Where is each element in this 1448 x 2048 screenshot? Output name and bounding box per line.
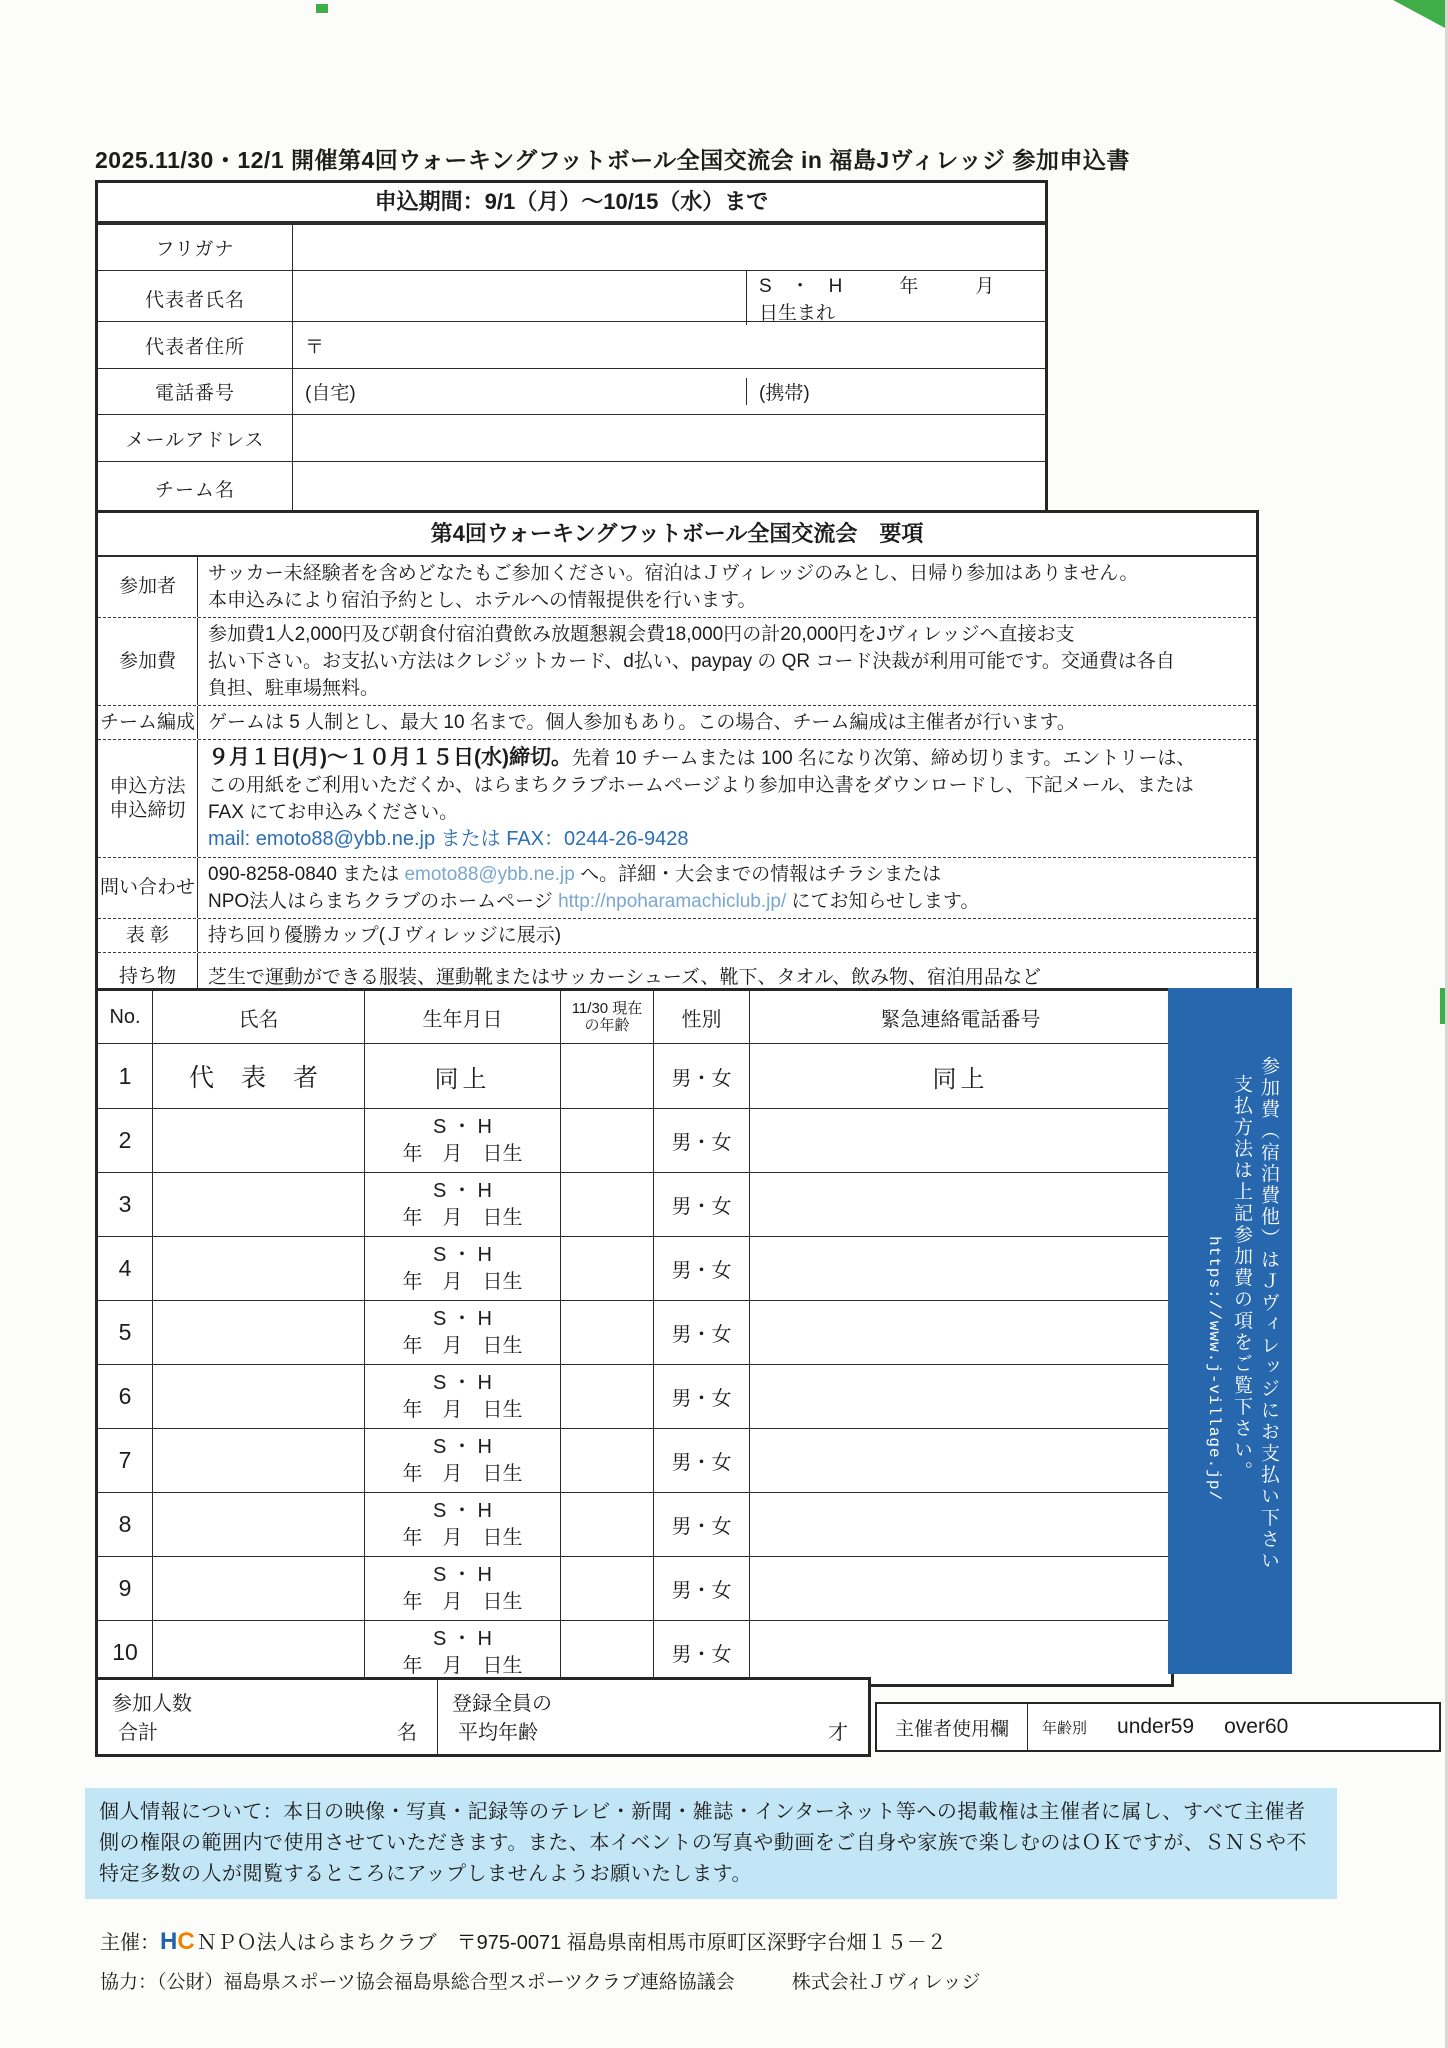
apply-method-text: FAX にてお申込みください。 [208,802,459,823]
name-cell[interactable] [153,1173,365,1236]
award-label: 表 彰 [98,919,198,952]
participants-text: サッカー未経験者を含めどなたもご参加ください。宿泊はＪヴィレッジのみとし、日帰り参加はありません。 [208,563,1139,584]
participants-row [98,557,1256,617]
age-unit: 才 [828,1722,848,1744]
phone-home-field[interactable]: (自宅) [305,383,356,404]
birthdate-cell[interactable] [365,1493,561,1556]
furigana-label: フリガナ [98,225,293,270]
cooperation-line: 協力：（公財）福島県スポーツ協会福島県総合型スポーツクラブ連絡協議会 株式会社Ｊヴィレッジ [100,1972,981,1993]
participants-label: 参加者 [98,557,198,617]
roster-member-row [98,1301,1171,1365]
gender-cell[interactable]: 男・女 [654,1365,750,1428]
age-cell[interactable] [561,1557,654,1620]
birth-date-line: 年 月 日生 [402,1142,523,1165]
scan-artifact-green-sliver [1440,988,1445,1024]
birth-same-as-above: 同上 [365,1044,561,1108]
organizer-use-label: 主催者使用欄 [877,1704,1028,1750]
apply-method-label-line1: 申込方法 [109,775,186,797]
contact-cell[interactable] [750,1557,1171,1620]
team-organization-text: ゲームは 5 人制とし、最大 10 名まで。個人参加もあり。この場合、チーム編成は主催者が行います。 [208,712,1076,733]
inquiry-text [208,888,1246,915]
birth-date-line: 年 月 日生 [402,1462,523,1485]
roster-header-row [98,991,1171,1044]
birthdate-era-note: S ・ H 年 月 日生まれ [746,271,1045,325]
birth-era-line: S ・ H [433,1371,492,1394]
birth-era-line: S ・ H [433,1115,492,1138]
gender-cell[interactable]: 男・女 [654,1301,750,1364]
birthdate-cell[interactable] [365,1109,561,1172]
birth-date-line: 年 月 日生 [402,1334,523,1357]
contact-same-as-above: 同上 [932,1065,989,1093]
gender-cell[interactable]: 男・女 [654,1621,750,1684]
inquiry-phone: 090-8258-0840 または [208,864,405,885]
apply-method-label [98,740,198,857]
birthdate-cell[interactable] [365,1621,561,1684]
age-cell[interactable] [561,1365,654,1428]
representative-cell: 代 表 者 [153,1044,365,1108]
haramachi-club-logo-icon: H [160,1928,178,1955]
fee-text: 負担、駐車場無料。 [208,678,380,699]
document-title: 2025.11/30・12/1 開催第4回ウォーキングフットボール全国交流会 in 福島Jヴィレッジ 参加申込書 [95,147,1130,173]
email-label: メールアドレス [98,415,293,461]
birthdate-cell[interactable] [365,1365,561,1428]
roster-member-row [98,1557,1171,1621]
representative-name-label: 代表者氏名 [98,271,293,325]
age-group-label: 年齢別 [1042,1719,1088,1737]
roster-member-rows [98,1109,1171,1684]
deadline-dates: ９月１日(月)～１０月１５日(水)締切。 [208,746,572,769]
row-number: 5 [98,1301,153,1364]
name-cell[interactable] [153,1301,365,1364]
birth-era-line: S ・ H [433,1499,492,1522]
name-cell[interactable] [153,1557,365,1620]
footer [100,1926,980,1994]
application-period-header: 申込期間：9/1（月）～10/15（水）まで [98,183,1045,224]
roster-row-representative [98,1044,1171,1109]
email-field[interactable] [293,415,1045,461]
table-row [98,414,1045,461]
contact-cell[interactable] [750,1109,1171,1172]
count-unit: 名 [397,1722,417,1744]
belongings-text: 芝生で運動ができる服装、運動靴またはサッカーシューズ、靴下、タオル、飲み物、宿泊用品など [208,966,1041,988]
host-text: ＮＰＯ法人はらまちクラブ 〒975-0071 福島県南相馬市原町区深野字台畑１５－２ [196,1932,947,1954]
over60-label: over60 [1224,1715,1289,1738]
row-number: 8 [98,1493,153,1556]
haramachi-club-logo-icon: C [177,1928,195,1955]
contact-cell[interactable] [750,1173,1171,1236]
team-name-label: チーム名 [98,462,293,514]
birth-era-line: S ・ H [433,1307,492,1330]
contact-cell[interactable] [750,1365,1171,1428]
roster-member-row [98,1237,1171,1301]
row-number: 1 [98,1044,153,1108]
birth-date-line: 年 月 日生 [402,1590,523,1613]
contact-cell[interactable] [750,1493,1171,1556]
event-guidelines-table [95,510,1259,1004]
apply-method-text [208,744,1246,772]
award-row [98,918,1256,952]
host-line [100,1926,980,1956]
gender-cell[interactable]: 男・女 [654,1429,750,1492]
payment-notice-banner [1168,988,1292,1674]
roster-header-contact: 緊急連絡電話番号 [880,1008,1041,1031]
contact-cell[interactable] [750,1621,1171,1684]
host-prefix: 主催： [100,1932,160,1954]
award-text: 持ち回り優勝カップ(Ｊヴィレッジに展示) [208,925,562,946]
fee-row [98,617,1256,705]
fee-text: 払い下さい。お支払い方法はクレジットカード、d払い、paypay の QR コード決裁が利用可能です。交通費は各自 [208,651,1175,672]
furigana-field[interactable] [293,225,1045,270]
birthdate-cell[interactable] [365,1557,561,1620]
age-cell[interactable] [561,1237,654,1300]
age-cell[interactable] [561,1109,654,1172]
average-age-label2: 平均年齢 [458,1722,538,1744]
roster-header-no: No. [98,991,153,1043]
roster-header-birth: 生年月日 [365,991,561,1043]
address-field[interactable]: 〒 [305,336,325,358]
apply-method-label-line2: 申込締切 [109,799,186,821]
fee-label: 参加費 [98,618,198,705]
roster-member-row [98,1173,1171,1237]
table-row [98,224,1045,270]
age-cell[interactable] [561,1044,654,1108]
roster-header-name: 氏名 [153,991,365,1043]
apply-method-text: この用紙をご利用いただくか、はらまちクラブホームページより参加申込書をダウンロードし、下記メール、または [208,775,1194,796]
birth-era-line: S ・ H [433,1435,492,1458]
totals-box [95,1677,871,1757]
banner-payment-text: 参加費（宿泊費他）はＪヴィレッジにお支払い下さい [1258,1056,1279,1572]
age-cell[interactable] [561,1301,654,1364]
inquiry-label: 問い合わせ [98,858,198,918]
inquiry-homepage-text: NPO法人はらまちクラブのホームページ [208,891,559,912]
roster-member-row [98,1621,1171,1684]
contact-cell[interactable] [750,1237,1171,1300]
roster-header-gender: 性別 [654,991,750,1043]
age-cell[interactable] [561,1493,654,1556]
row-number: 4 [98,1237,153,1300]
phone-label: 電話番号 [98,369,293,414]
birth-date-line: 年 月 日生 [402,1526,523,1549]
contact-cell[interactable] [750,1301,1171,1364]
guidelines-title: 第4回ウォーキングフットボール全国交流会 要項 [98,513,1256,557]
inquiry-text-rest: へ。詳細・大会までの情報はチラシまたは [574,864,942,885]
row-number: 9 [98,1557,153,1620]
mail-fax-link[interactable]: mail: emoto88@ybb.ne.jp または FAX：0244-26-9428 [208,828,689,850]
scan-artifact-green-corner [1393,0,1445,28]
banner-method-text: 支払方法は上記参加費の項をご覧下さい。 [1231,1074,1252,1483]
name-cell[interactable] [153,1109,365,1172]
roster-header-age [561,991,654,1043]
roster-member-row [98,1109,1171,1173]
age-header-line2: の年齢 [584,1017,630,1034]
inquiry-text-rest: にてお知らせします。 [786,891,980,912]
age-cell[interactable] [561,1429,654,1492]
row-number: 10 [98,1621,153,1684]
name-cell[interactable] [153,1429,365,1492]
age-cell[interactable] [561,1173,654,1236]
gender-cell[interactable]: 男・女 [654,1557,750,1620]
gender-cell[interactable]: 男・女 [654,1109,750,1172]
privacy-notice: 個人情報について：本日の映像・写真・記録等のテレビ・新聞・雑誌・インターネット等への掲載権は主催者に属し、すべて主催者側の権限の範囲内で使用させていただきます。また、本イベントの写真や動画をご自身や家族で楽しむのはＯＫですが、ＳＮＳや不特定多数の人が閲覧するところにアップしませんようお願いたします。 [85,1788,1337,1899]
team-row [98,705,1256,739]
birth-era-line: S ・ H [433,1627,492,1650]
birth-era-line: S ・ H [433,1243,492,1266]
team-name-field[interactable] [293,462,1045,514]
under59-label: under59 [1117,1715,1195,1738]
deadline-rest: 先着 10 チームまたは 100 名になり次第、締め切ります。エントリーは、 [571,748,1196,769]
jvillage-url-link[interactable]: https://www.j-village.jp/ [1205,1236,1223,1502]
table-row [98,461,1045,514]
applicant-info-table [95,180,1052,517]
gender-cell[interactable]: 男・女 [654,1493,750,1556]
representative-address-label: 代表者住所 [98,322,293,368]
row-number: 7 [98,1429,153,1492]
inquiry-text [208,861,1246,888]
roster-member-row [98,1365,1171,1429]
birth-date-line: 年 月 日生 [402,1398,523,1421]
fee-text: 参加費1人2,000円及び朝食付宿泊費飲み放題懇親会費18,000円の計20,000円をJヴィレッジへ直接お支 [208,624,1075,645]
birth-date-line: 年 月 日生 [402,1270,523,1293]
participant-count-cell[interactable] [98,1680,438,1754]
age-header-line1: 11/30 現在 [571,1000,643,1017]
average-age-cell[interactable] [438,1680,868,1754]
birth-era-line: S ・ H [433,1179,492,1202]
phone-mobile-field[interactable]: (携帯) [746,378,1045,405]
participant-count-label: 参加人数 [112,1693,192,1715]
team-organization-label: チーム編成 [98,706,198,739]
birthdate-cell[interactable] [365,1173,561,1236]
roster-member-row [98,1493,1171,1557]
name-cell[interactable] [153,1237,365,1300]
birthdate-cell[interactable] [365,1429,561,1492]
gender-cell[interactable]: 男・女 [654,1044,750,1108]
inquiry-email-link[interactable]: emoto88@ybb.ne.jp [404,864,575,885]
inquiry-row [98,857,1256,918]
birthdate-cell[interactable] [365,1301,561,1364]
gender-cell[interactable]: 男・女 [654,1173,750,1236]
gender-cell[interactable]: 男・女 [654,1237,750,1300]
row-number: 3 [98,1173,153,1236]
row-number: 6 [98,1365,153,1428]
apply-method-row [98,739,1256,857]
table-row [98,321,1045,368]
average-age-label1: 登録全員の [452,1693,552,1715]
table-row [98,270,1052,324]
table-row [98,368,1045,414]
belongings-label: 持ち物 [98,953,198,1001]
age-cell[interactable] [561,1621,654,1684]
birth-date-line: 年 月 日生 [402,1654,523,1677]
scan-artifact-green-square [316,4,328,13]
roster-member-row [98,1429,1171,1493]
inquiry-homepage-link[interactable]: http://npoharamachiclub.jp/ [558,891,787,912]
participants-text: 本申込みにより宿泊予約とし、ホテルへの情報提供を行います。 [208,590,757,611]
row-number: 2 [98,1109,153,1172]
birthdate-cell[interactable] [365,1237,561,1300]
name-cell[interactable] [153,1493,365,1556]
name-cell[interactable] [153,1365,365,1428]
sum-label: 合計 [118,1722,158,1744]
birth-date-line: 年 月 日生 [402,1206,523,1229]
name-cell[interactable] [153,1621,365,1684]
organizer-use-box [875,1702,1441,1752]
contact-cell[interactable] [750,1429,1171,1492]
participant-roster-table [95,988,1174,1687]
birth-era-line: S ・ H [433,1563,492,1586]
